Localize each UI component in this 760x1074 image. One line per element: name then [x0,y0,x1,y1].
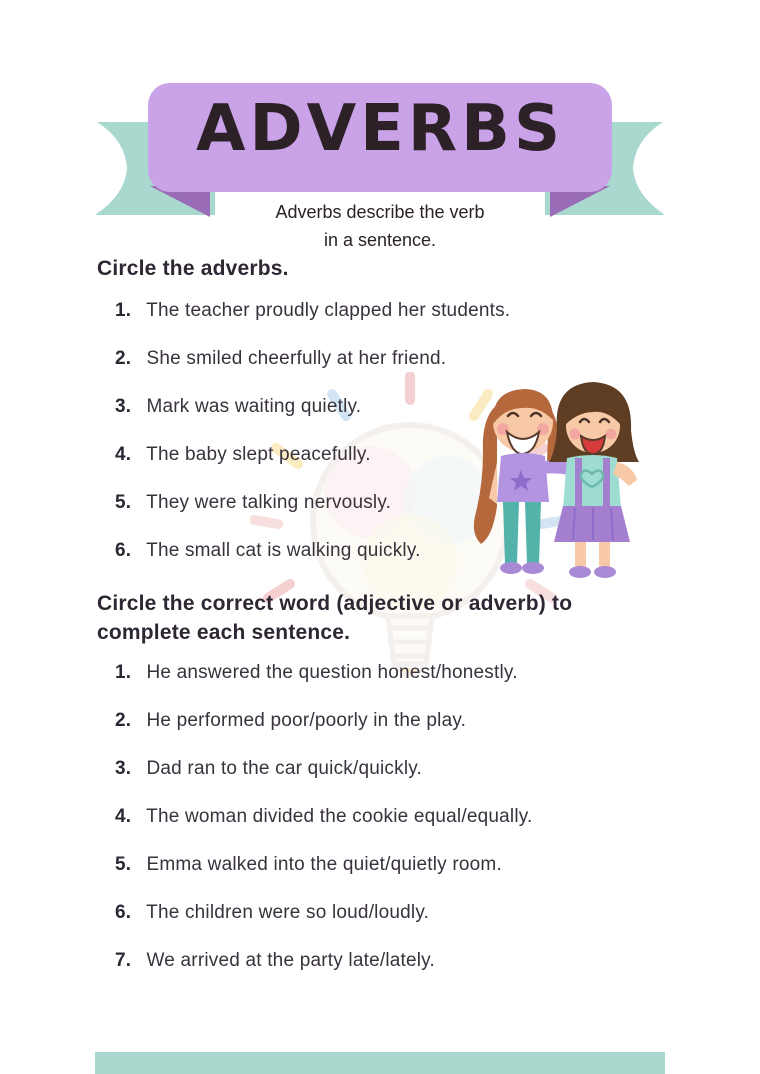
subtitle-line-2: in a sentence. [323,230,437,250]
list-item [115,854,502,876]
item-number: 3. [115,758,132,779]
item-number: 6. [115,540,132,561]
list-item [115,348,446,370]
item-text: We arrived at the party late/lately. [146,950,435,971]
list-item [115,300,510,322]
list-item [115,902,429,924]
list-item [115,806,533,828]
section1-heading: Circle the adverbs. [97,257,289,280]
section2-heading: Circle the correct word (adjective or adverb) to complete each sentence. [97,592,573,644]
item-text: The baby slept peacefully. [146,444,371,465]
list-item [115,710,466,732]
two-girls-illustration [453,366,655,580]
subtitle-line-1: Adverbs describe the verb [275,202,485,222]
item-text: He performed poor/poorly in the play. [146,710,467,731]
item-text: The children were so loud/loudly. [146,902,430,923]
list-item [115,540,421,562]
item-number: 1. [115,300,132,321]
page-title: ADVERBS [195,92,565,166]
item-number: 6. [115,902,132,923]
item-number: 2. [115,348,132,369]
item-number: 3. [115,396,132,417]
list-item [115,758,422,780]
item-text: The woman divided the cookie equal/equally. [146,806,533,827]
item-text: The teacher proudly clapped her students. [146,300,511,321]
item-text: The small cat is walking quickly. [146,540,421,561]
item-number: 4. [115,806,132,827]
list-item [115,492,391,514]
item-number: 4. [115,444,132,465]
list-item [115,444,371,466]
item-text: Mark was waiting quietly. [146,396,362,417]
item-number: 7. [115,950,132,971]
item-text: Emma walked into the quiet/quietly room. [146,854,502,875]
page-subtitle [0,198,760,254]
item-text: She smiled cheerfully at her friend. [146,348,447,369]
item-text: He answered the question honest/honestly. [146,662,518,683]
item-number: 1. [115,662,132,683]
footer-ribbon-bar [95,1052,665,1074]
item-text: They were talking nervously. [146,492,392,513]
list-item [115,950,435,972]
item-text: Dad ran to the car quick/quickly. [146,758,423,779]
item-number: 2. [115,710,132,731]
list-item [115,396,361,418]
item-number: 5. [115,854,132,875]
list-item [115,662,518,684]
item-number: 5. [115,492,132,513]
